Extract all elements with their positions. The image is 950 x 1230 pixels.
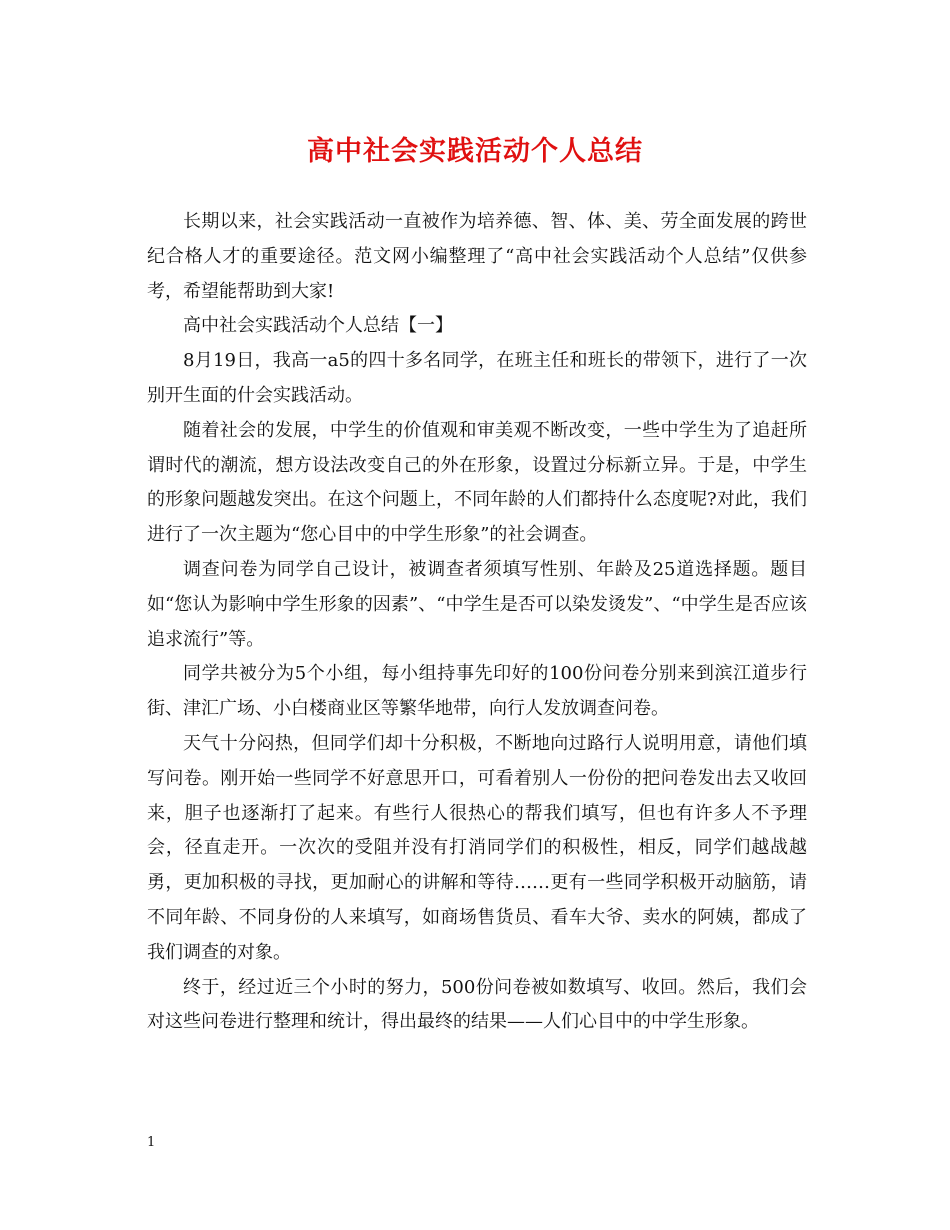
paragraph: 同学共被分为5个小组，每小组持事先印好的100份问卷分别来到滨江道步行街、津汇广场、小白楼商业区等繁华地带，向行人发放调查问卷。 — [147, 663, 807, 720]
paragraph: 天气十分闷热，但同学们却十分积极，不断地向过路行人说明用意，请他们填写问卷。刚开始一些同学不好意思开口，可看着别人一份份的把问卷发出去又收回来，胆子也逐渐打了起来。有些行人很热心的帮我们填写，但也有许多人不予理会，径直走开。一次次的受阻并没有打消同学们的积极性，相反，同学们越战越勇，更加积极的寻找，更加耐心的讲解和等待……更有一些同学积极开动脑筋，请不同年龄、不同身份的人来填写，如商场售货员、看车大爷、卖水的阿姨，都成了我们调查的对象。 — [147, 732, 807, 963]
paragraph-intro: 长期以来，社会实践活动一直被作为培养德、智、体、美、劳全面发展的跨世纪合格人才的重要途径。范文网小编整理了“高中社会实践活动个人总结”仅供参考，希望能帮助到大家! — [147, 211, 807, 302]
section-heading: 高中社会实践活动个人总结【一】 — [183, 315, 453, 337]
document-title: 高中社会实践活动个人总结 — [307, 136, 643, 167]
paragraph: 终于，经过近三个小时的努力，500份问卷被如数填写、收回。然后，我们会对这些问卷进行整理和统计，得出最终的结果——人们心目中的中学生形象。 — [147, 976, 807, 1033]
paragraph: 调查问卷为同学自己设计，被调查者须填写性别、年龄及25道选择题。题目如“您认为影响中学生形象的因素”、“中学生是否可以染发烫发”、“中学生是否应该追求流行”等。 — [147, 558, 807, 650]
paragraph: 8月19日，我高一a5的四十多名同学，在班主任和班长的带领下，进行了一次别开生面的什会实践活动。 — [147, 350, 807, 406]
document-body — [147, 205, 807, 1040]
page-number: 1 — [147, 1135, 156, 1150]
paragraph: 随着社会的发展，中学生的价值观和审美观不断改变，一些中学生为了追赶所谓时代的潮流，想方设法改变自己的外在形象，设置过分标新立异。于是，中学生的形象问题越发突出。在这个问题上，不同年龄的人们都持什么态度呢?对此，我们进行了一次主题为“您心目中的中学生形象”的社会调查。 — [147, 419, 807, 546]
